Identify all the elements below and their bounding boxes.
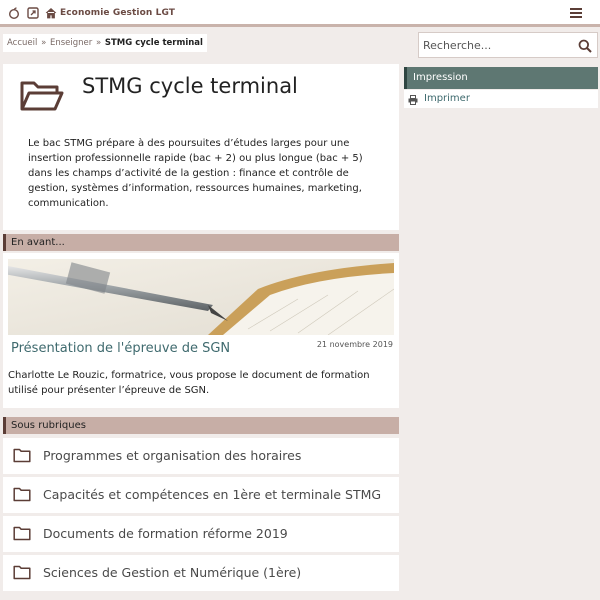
featured-text: Charlotte Le Rouzic, formatrice, vous propose le document de formation utilisé pour présenter l’épreuve de SGN. [8,370,370,396]
intro-text: Le bac STMG prépare à des poursuites d’études larges pour une insertion professionnelle rapide (bac + 2) ou plus longue (bac + 5) dans les champs d’activité de la gestion : finance et contrôle de gestion, systèmes d’information, ressources humaines, marketing, communication. [28,138,363,209]
breadcrumb-separator: » [41,38,47,48]
breadcrumb [3,34,207,52]
breadcrumb-current: STMG cycle terminal [104,38,203,48]
external-link-icon[interactable] [27,7,39,19]
subsection-label: Sciences de Gestion et Numérique (1ère) [43,565,302,580]
menu-icon[interactable] [570,8,582,18]
subsection-item[interactable] [3,555,399,591]
subsection-label: Capacités et compétences en 1ère et terminale STMG [43,487,382,502]
folder-open-icon [19,78,65,114]
section-header-featured: En avant... [3,234,399,251]
search-icon[interactable] [578,38,592,52]
impression-header: Impression [404,67,598,89]
print-label: Imprimer [424,93,470,104]
search-box [418,32,598,58]
page-title: STMG cycle terminal [82,74,298,98]
breadcrumb-home[interactable]: Accueil [7,38,38,48]
featured-image[interactable] [8,259,394,335]
subsection-label: Documents de formation réforme 2019 [43,526,288,541]
print-link[interactable] [404,90,598,108]
featured-title-link[interactable]: Présentation de l'épreuve de SGN [11,341,231,356]
home-icon[interactable] [45,7,57,19]
subsection-item[interactable] [3,477,399,513]
folder-icon [13,526,31,541]
folder-icon [13,565,31,580]
subsection-label: Programmes et organisation des horaires [43,448,302,463]
folder-icon [13,487,31,502]
section-header-subsections: Sous rubriques [3,417,399,434]
featured-card [3,253,399,408]
breadcrumb-parent[interactable]: Enseigner [49,38,93,48]
folder-icon [13,448,31,463]
site-name[interactable]: Economie Gestion LGT [60,8,176,18]
printer-icon [408,94,418,104]
top-bar [0,0,600,27]
breadcrumb-separator: » [95,38,102,48]
search-input[interactable] [419,33,569,57]
subsection-item[interactable] [3,438,399,474]
apple-icon[interactable] [8,7,20,19]
subsection-item[interactable] [3,516,399,552]
main-card [3,64,399,230]
featured-date: 21 novembre 2019 [316,340,393,349]
